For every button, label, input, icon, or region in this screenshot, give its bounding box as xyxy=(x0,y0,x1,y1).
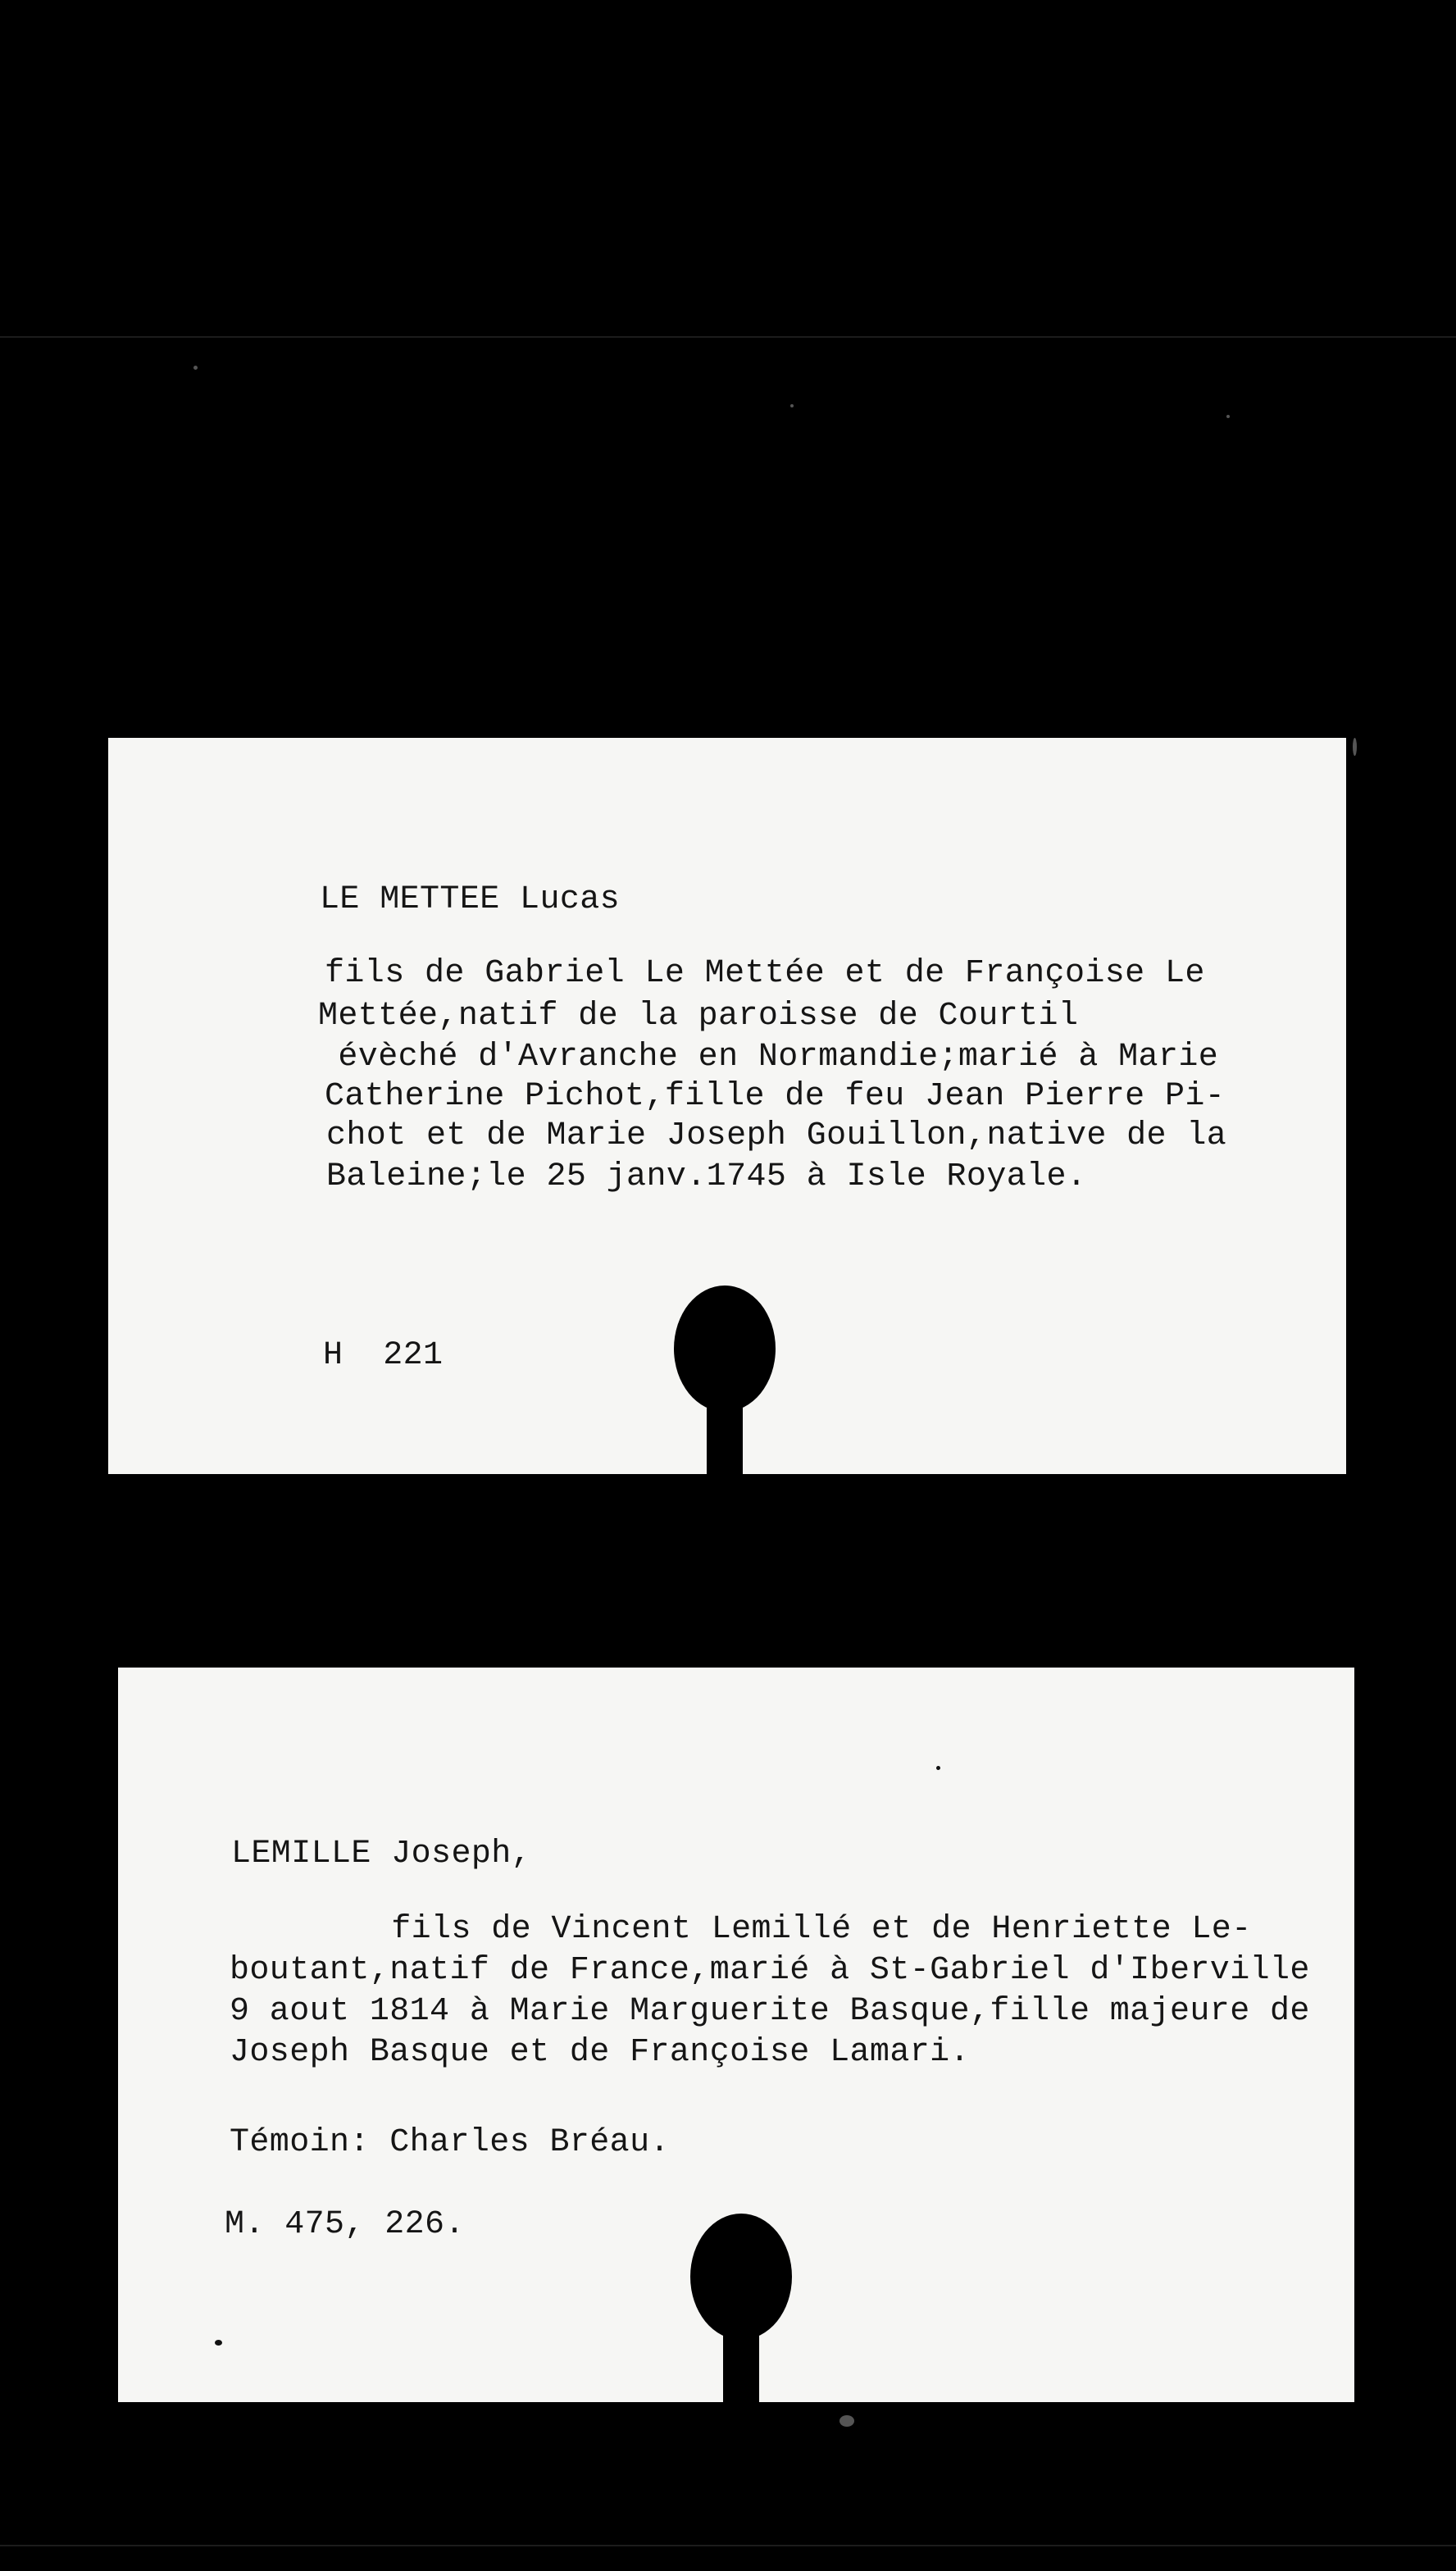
card-body-line: 9 aout 1814 à Marie Marguerite Basque,fille majeure de xyxy=(230,1993,1310,2030)
card-body-line: Mettée,natif de la paroisse de Courtil xyxy=(318,998,1079,1035)
index-card-le-mettee xyxy=(108,738,1346,1474)
card-body-line: Catherine Pichot,fille de feu Jean Pierre Pi- xyxy=(325,1078,1226,1115)
film-speck xyxy=(1226,415,1230,418)
card-body-line: évèché d'Avranche en Normandie;marié à Marie xyxy=(318,1039,1219,1076)
scan-streak xyxy=(0,2545,1456,2546)
card-heading: LE METTEE Lucas xyxy=(320,881,621,918)
film-speck xyxy=(1353,738,1357,756)
card-reference: M. 475, 226. xyxy=(225,2206,465,2243)
card-body-line: fils de Vincent Lemillé et de Henriette Le- xyxy=(231,1911,1252,1948)
index-card-lemille xyxy=(118,1668,1354,2402)
punch-slot xyxy=(707,1386,743,1474)
card-speck xyxy=(936,1766,940,1770)
card-body-line: Baleine;le 25 janv.1745 à Isle Royale. xyxy=(326,1158,1087,1195)
scan-streak xyxy=(0,336,1456,338)
card-heading: LEMILLE Joseph, xyxy=(231,1836,532,1873)
card-body-line: chot et de Marie Joseph Gouillon,native de la xyxy=(326,1117,1227,1154)
card-speck xyxy=(215,2340,222,2346)
film-speck xyxy=(790,404,794,407)
card-body-line: boutant,natif de France,marié à St-Gabriel d'Iberville xyxy=(230,1952,1310,1989)
card-body-line: Joseph Basque et de Françoise Lamari. xyxy=(230,2034,970,2071)
card-reference: H 221 xyxy=(323,1337,444,1374)
card-witness: Témoin: Charles Bréau. xyxy=(230,2124,670,2161)
card-body-line: fils de Gabriel Le Mettée et de Françoise Le xyxy=(325,955,1205,992)
film-speck xyxy=(839,2415,854,2427)
punch-slot xyxy=(723,2315,759,2402)
film-speck xyxy=(193,366,198,370)
